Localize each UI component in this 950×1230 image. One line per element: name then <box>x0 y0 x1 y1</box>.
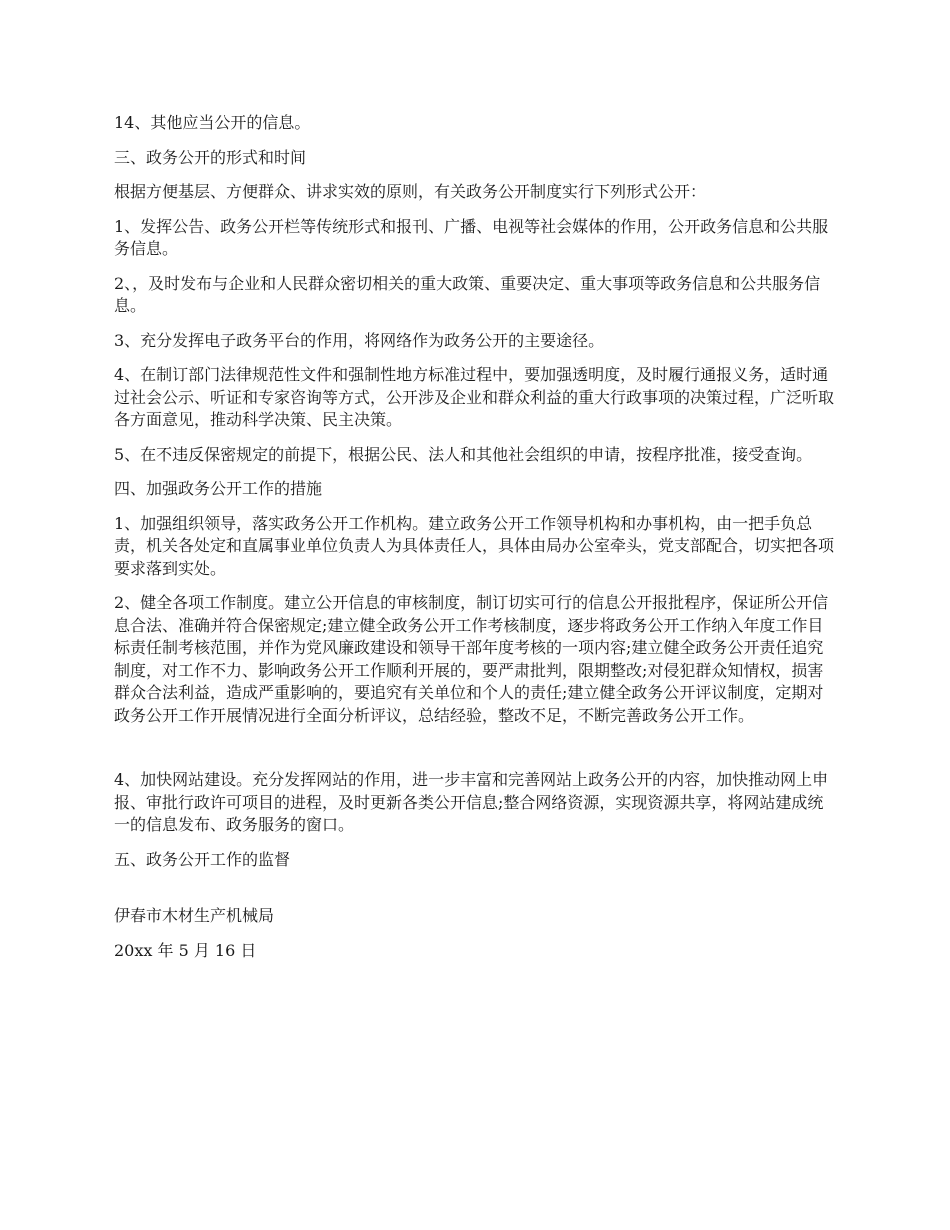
section-heading-5: 五、政务公开工作的监督 <box>114 849 291 869</box>
section-4-item-2: 2、健全各项工作制度。建立公开信息的审核制度，制订切实可行的信息公开报批程序，保证所公开信息合法、准确并符合保密规定;建立健全政务公开工作考核制度，逐步将政务公开工作纳入年度工作目标责任制考核范围，并作为党风廉政建设和领导干部年度考核的一项内容;建立健全政务公开责任追究制度，对工作不力、影响政务公开工作顺利开展的，要严肃批判，限期整改;对侵犯群众知情权，损害群众合法利益，造成严重影响的，要追究有关单位和个人的责任;建立健全政务公开评议制度，定期对政务公开工作开展情况进行全面分析评议，总结经验，整改不足，不断完善政务公开工作。 <box>114 593 829 725</box>
signature-date: 20xx 年 5 月 16 日 <box>114 940 257 960</box>
section-3-item-3: 3、充分发挥电子政务平台的作用，将网络作为政务公开的主要途径。 <box>114 330 605 350</box>
item-14-other-info: 14、其他应当公开的信息。 <box>114 113 311 132</box>
section-heading-4: 四、加强政务公开工作的措施 <box>114 479 323 498</box>
document-page <box>114 112 836 974</box>
section-4-item-1: 1、加强组织领导，落实政务公开工作机构。建立政务公开工作领导机构和办事机构，由一把手负总责，机关各处定和直属事业单位负责人为具体责任人，具体由局办公室牵头，党支部配合，切实把各项要求落到实处。 <box>114 513 835 578</box>
section-heading-3: 三、政务公开的形式和时间 <box>114 147 307 167</box>
section-3-item-4: 4、在制订部门法律规范性文件和强制性地方标准过程中，要加强透明度，及时履行通报义务，适时通过社会公示、听证和专家咨询等方式，公开涉及企业和群众利益的重大行政事项的决策过程，广泛听取各方面意见，推动科学决策、民主决策。 <box>114 365 835 429</box>
blank-gap <box>114 883 836 905</box>
section-4-item-4: 4、加快网站建设。充分发挥网站的作用，进一步丰富和完善网站上政务公开的内容，加快推动网上申报、审批行政许可项目的进程，及时更新各类公开信息;整合网络资源，实现资源共享，将网站建成统一的信息发布、政务服务的窗口。 <box>114 770 829 834</box>
section-3-item-2: 2、，及时发布与企业和人民群众密切相关的重大政策、重要决定、重大事项等政务信息和公共服务信息。 <box>114 273 821 315</box>
section-3-item-1: 1、发挥公告、政务公开栏等传统形式和报刊、广播、电视等社会媒体的作用，公开政务信息和公共服务信息。 <box>114 216 829 258</box>
signature-organization: 伊春市木材生产机械局 <box>114 906 275 925</box>
blank-gap <box>114 739 836 769</box>
section-3-item-5: 5、在不违反保密规定的前提下，根据公民、法人和其他社会组织的申请，按程序批准，接受查询。 <box>114 444 813 464</box>
section-3-intro: 根据方便基层、方便群众、讲求实效的原则，有关政务公开制度实行下列形式公开： <box>114 182 707 201</box>
